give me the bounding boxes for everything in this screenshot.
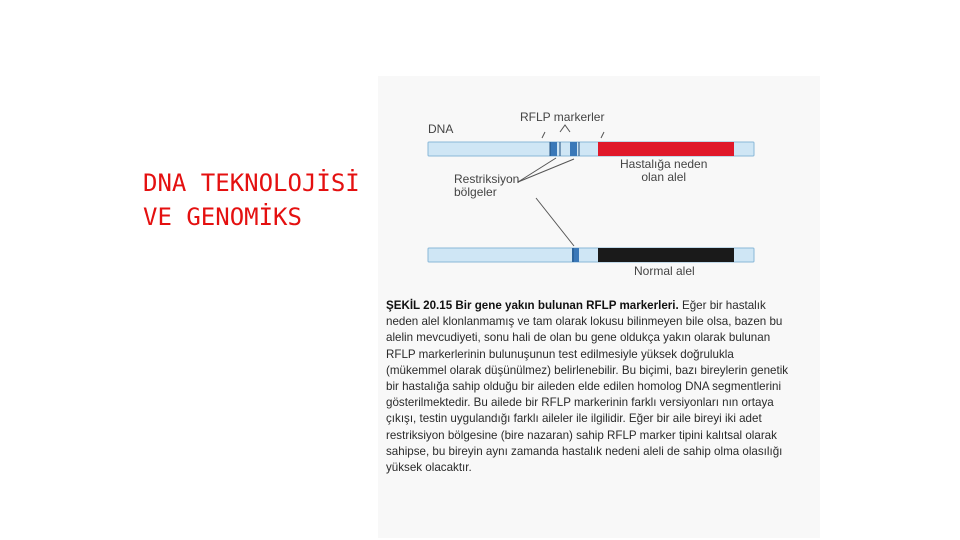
rflp-marker-1 — [550, 142, 557, 156]
disease-allele-line2: olan alel — [641, 170, 687, 184]
restriction-pointer-2 — [518, 159, 574, 182]
caption-title: ŞEKİL 20.15 Bir gene yakın bulunan RFLP markerleri. — [386, 299, 679, 312]
caption-body: Eğer bir hastalık neden alel klonlanmamış ve tam olarak lokusu bilinmeyen bile olsa, bazen bu alelin mevcudiyeti, sonu hali de olan bu gene oldukça yakın olarak bulunan RFLP markerlerinin bulunuşunun test edilmesiyle yüksek doğrulukla (mükemmel olarak düşünülmez) belirlenebilir. Bu biçimi, bazı bireylerin genetik bir hastalığa sahip olduğu bir aileden elde edilen homolog DNA segmentlerini gösterilmektedir. Bu ailede bir RFLP markerinin farklı versiyonları nın ortaya çıkışı, testin uygulandığı farklı aileler ile ilgilidir. Eğer bir aile bireyi iki adet restriksiyon bölgesine (bire nazaran) sahip RFLP marker tipini kalıtsal olarak sahipse, bu bireyin aynı zamanda hastalık nedeni aleli de sahip olma olasılığı yüksek olacaktır. — [386, 299, 789, 475]
normal-allele-segment — [598, 248, 734, 262]
slide-title-line1: DNA TEKNOLOJİSİ — [143, 169, 360, 197]
restriction-sites-label — [454, 173, 519, 199]
restriction-label-line2: bölgeler — [454, 185, 497, 199]
rflp-bracket — [542, 125, 604, 138]
figure-caption — [386, 298, 796, 476]
restriction-pointer-1 — [518, 158, 556, 182]
rflp-diagram — [378, 76, 820, 286]
rflp-marker-2 — [570, 142, 577, 156]
figure-panel — [378, 76, 820, 538]
slide-title-line2: VE GENOMİKS — [143, 203, 302, 231]
disease-allele-segment — [598, 142, 734, 156]
rflp-markers-label: RFLP markerler — [520, 110, 605, 124]
normal-allele-label: Normal alel — [634, 264, 695, 278]
disease-allele-line1: Hastalığa neden — [620, 157, 708, 171]
disease-allele-label — [620, 158, 707, 184]
restriction-pointer-3 — [536, 198, 574, 246]
slide-title — [143, 166, 360, 234]
dna-label: DNA — [428, 122, 454, 136]
restriction-label-line1: Restriksiyon — [454, 172, 520, 186]
